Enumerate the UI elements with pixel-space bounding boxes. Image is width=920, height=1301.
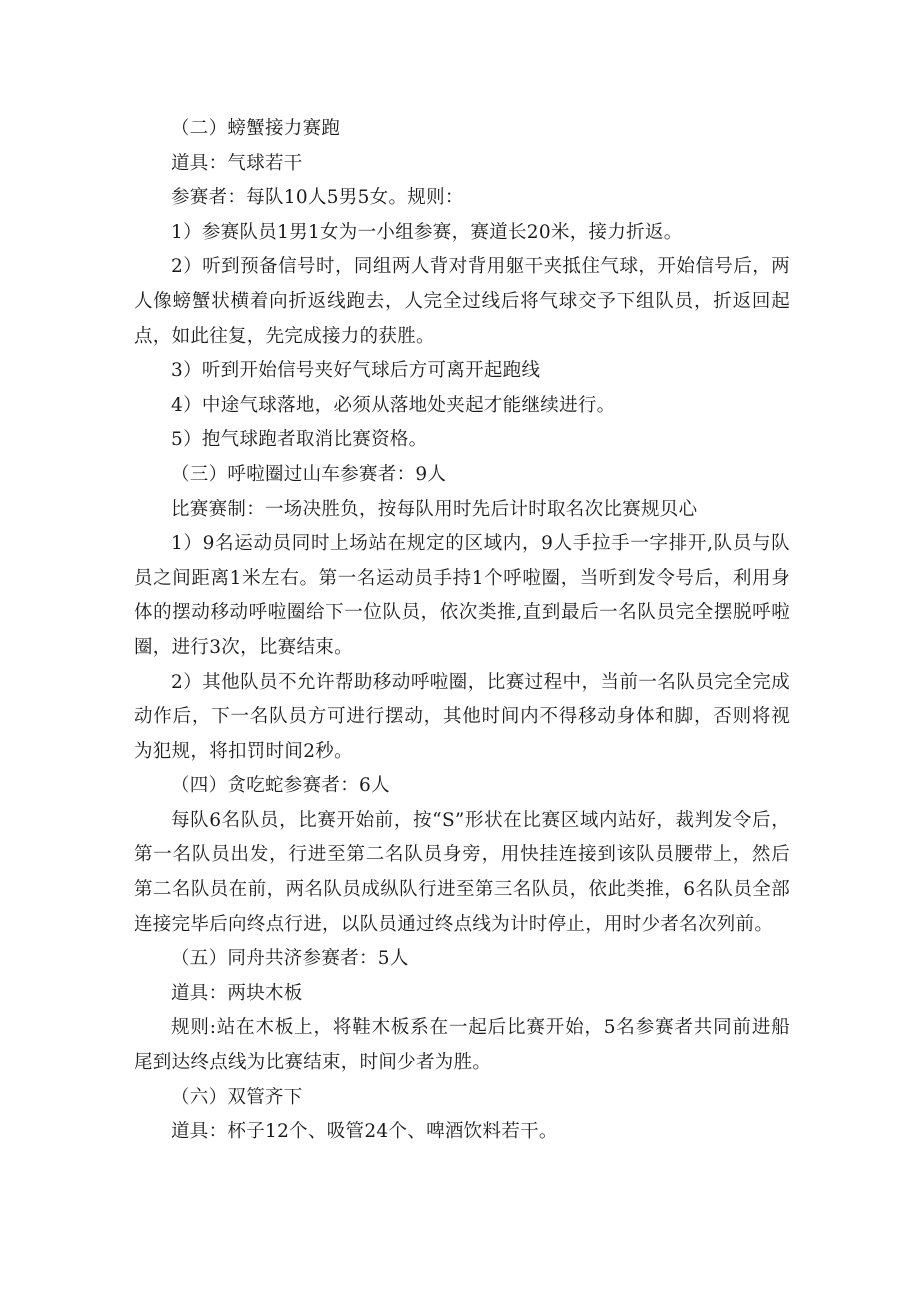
snake-game-description: 每队6名队员，比赛开始前，按“S”形状在比赛区域内站好，裁判发令后，第一名队员出发，行进至第二名队员身旁，用快挂连接到该队员腰带上，然后第二名队员在前，两名队员成纵队行进至第三名队员，依此类推，6名队员全部连接完毕后向终点行进，以队员通过终点线为计时停止，用时少者名次列前。 bbox=[134, 809, 790, 935]
section-heading-5: （五）同舟共济参赛者：5人 bbox=[171, 948, 409, 970]
props-line: 道具：气球若干 bbox=[171, 152, 303, 174]
rule-item-1: 1）9名运动员同时上场站在规定的区域内，9人手拉手一字排开,队员与队员之间距离1米左右。第一名运动员手持1个呼啦圈，当听到发令号后，利用身体的摆动移动呼啦圈给下一位队员，依次类推,直到最后一名队员完全摆脱呼啦圈，进行3次，比赛结束。 bbox=[134, 533, 790, 658]
rule-item-3: 3）听到开始信号夹好气球后方可离开起跑线 bbox=[171, 360, 541, 382]
section-heading-3: （三）呼啦圈过山车参赛者：9人 bbox=[171, 463, 447, 485]
section-heading-6: （六）双管齐下 bbox=[171, 1086, 303, 1108]
rules-line: 规则:站在木板上，将鞋木板系在一起后比赛开始，5名参赛者共同前进船尾到达终点线为比赛结束，时间少者为胜。 bbox=[134, 1017, 790, 1074]
rule-item-2: 2）其他队员不允许帮助移动呼啦圈，比赛过程中，当前一名队员完全完成动作后，下一名队员方可进行摆动，其他时间内不得移动身体和脚，否则将视为犯规，将扣罚时间2秒。 bbox=[134, 671, 790, 762]
props-line: 道具：两块木板 bbox=[171, 982, 303, 1004]
rule-item-4: 4）中途气球落地，必须从落地处夹起才能继续进行。 bbox=[171, 394, 616, 416]
rule-item-2: 2）听到预备信号时，同组两人背对背用躯干夹抵住气球，开始信号后，两人像螃蟹状横着向折返线跑去，人完全过线后将气球交予下组队员，折返回起点，如此往复，先完成接力的获胜。 bbox=[134, 256, 790, 347]
section-heading-4: （四）贪吃蛇参赛者：6人 bbox=[171, 775, 390, 797]
competition-format-line: 比赛赛制：一场决胜负，按每队用时先后计时取名次比赛规贝心 bbox=[171, 498, 698, 520]
rule-item-1: 1）参赛队员1男1女为一小组参赛，赛道长20米，接力折返。 bbox=[171, 221, 683, 243]
rule-item-5: 5）抱气球跑者取消比赛资格。 bbox=[171, 429, 428, 451]
section-heading-2: （二）螃蟹接力赛跑 bbox=[171, 118, 341, 139]
props-line: 道具：杯子12个、吸管24个、啤酒饮料若干。 bbox=[171, 1121, 558, 1143]
participants-line: 参赛者：每队10人5男5女。规则： bbox=[171, 187, 464, 209]
document-body bbox=[134, 112, 790, 1150]
